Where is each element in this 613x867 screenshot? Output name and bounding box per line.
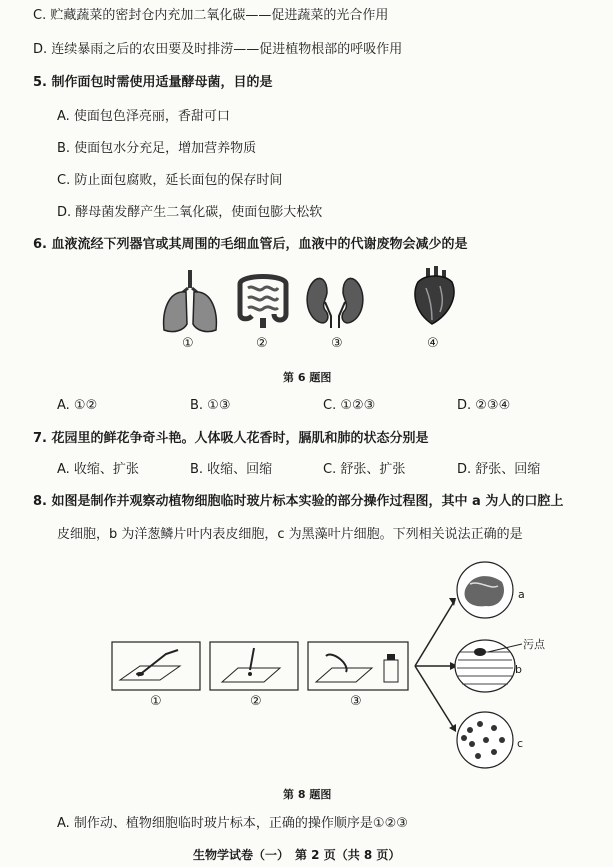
fig8-diagram — [110, 560, 550, 770]
fig6-label: ③ — [331, 336, 343, 351]
fig6-label: ④ — [427, 336, 439, 351]
q5-option-b: B. 使面包水分充足，增加营养物质 — [57, 141, 257, 156]
q6-option-c: C. ①②③ — [323, 398, 376, 413]
fig6-label: ① — [182, 336, 194, 351]
page-footer: 生物学试卷（一） 第 2 页（共 8 页） — [193, 848, 401, 862]
q5-option-a: A. 使面包色泽亮丽，香甜可口 — [57, 109, 230, 124]
fig8-step-label: ① — [150, 694, 162, 709]
q5-option-d: D. 酵母菌发酵产生二氧化碳，使面包膨大松软 — [57, 205, 323, 220]
q7-option-d: D. 舒张、回缩 — [457, 462, 541, 477]
q6-option-a: A. ①② — [57, 398, 98, 413]
cell-label-c: c — [517, 737, 524, 750]
q7-stem: 7. 花园里的鲜花争奇斗艳。人体吸人花香时，膈肌和肺的状态分别是 — [33, 431, 429, 446]
q6-stem: 6. 血液流经下列器官或其周围的毛细血管后，血液中的代谢废物会减少的是 — [33, 237, 468, 252]
step1-panel — [112, 642, 200, 690]
q5-stem: 5. 制作面包时需使用适量酵母菌，目的是 — [33, 75, 273, 90]
step2-panel — [210, 642, 298, 690]
stain-label: 污点 — [523, 638, 545, 651]
lungs-icon — [160, 268, 220, 338]
kidneys-icon — [305, 272, 365, 328]
q4-option-c: C. 贮藏蔬菜的密封仓内充加二氧化碳——促进蔬菜的光合作用 — [33, 8, 389, 23]
q7-option-c: C. 舒张、扩张 — [323, 462, 406, 477]
fig8-step-label: ② — [250, 694, 262, 709]
q6-option-b: B. ①③ — [190, 398, 231, 413]
q4-option-d: D. 连续暴雨之后的农田要及时排涝——促进植物根部的呼吸作用 — [33, 42, 403, 57]
intestine-icon — [234, 272, 292, 330]
q5-option-c: C. 防止面包腐败，延长面包的保存时间 — [57, 173, 283, 188]
fig6-caption: 第 6 题图 — [283, 371, 332, 384]
q8-stem-line2: 皮细胞，b 为洋葱鳞片叶内表皮细胞，c 为黑藻叶片细胞。下列相关说法正确的是 — [57, 527, 523, 542]
q6-option-d: D. ②③④ — [457, 398, 511, 413]
cell-label-b: b — [515, 663, 522, 676]
q8-stem-line1: 8. 如图是制作并观察动植物细胞临时玻片标本实验的部分操作过程图，其中 a 为人的口腔上 — [33, 494, 564, 509]
fig6-label: ② — [256, 336, 268, 351]
heart-icon — [410, 264, 460, 328]
fig8-step-label: ③ — [350, 694, 362, 709]
q7-option-a: A. 收缩、扩张 — [57, 462, 139, 477]
fig8-caption: 第 8 题图 — [283, 788, 332, 801]
cell-label-a: a — [518, 588, 525, 601]
q8-option-a: A. 制作动、植物细胞临时玻片标本，正确的操作顺序是①②③ — [57, 816, 408, 831]
q7-option-b: B. 收缩、回缩 — [190, 462, 273, 477]
step3-panel — [308, 642, 408, 690]
